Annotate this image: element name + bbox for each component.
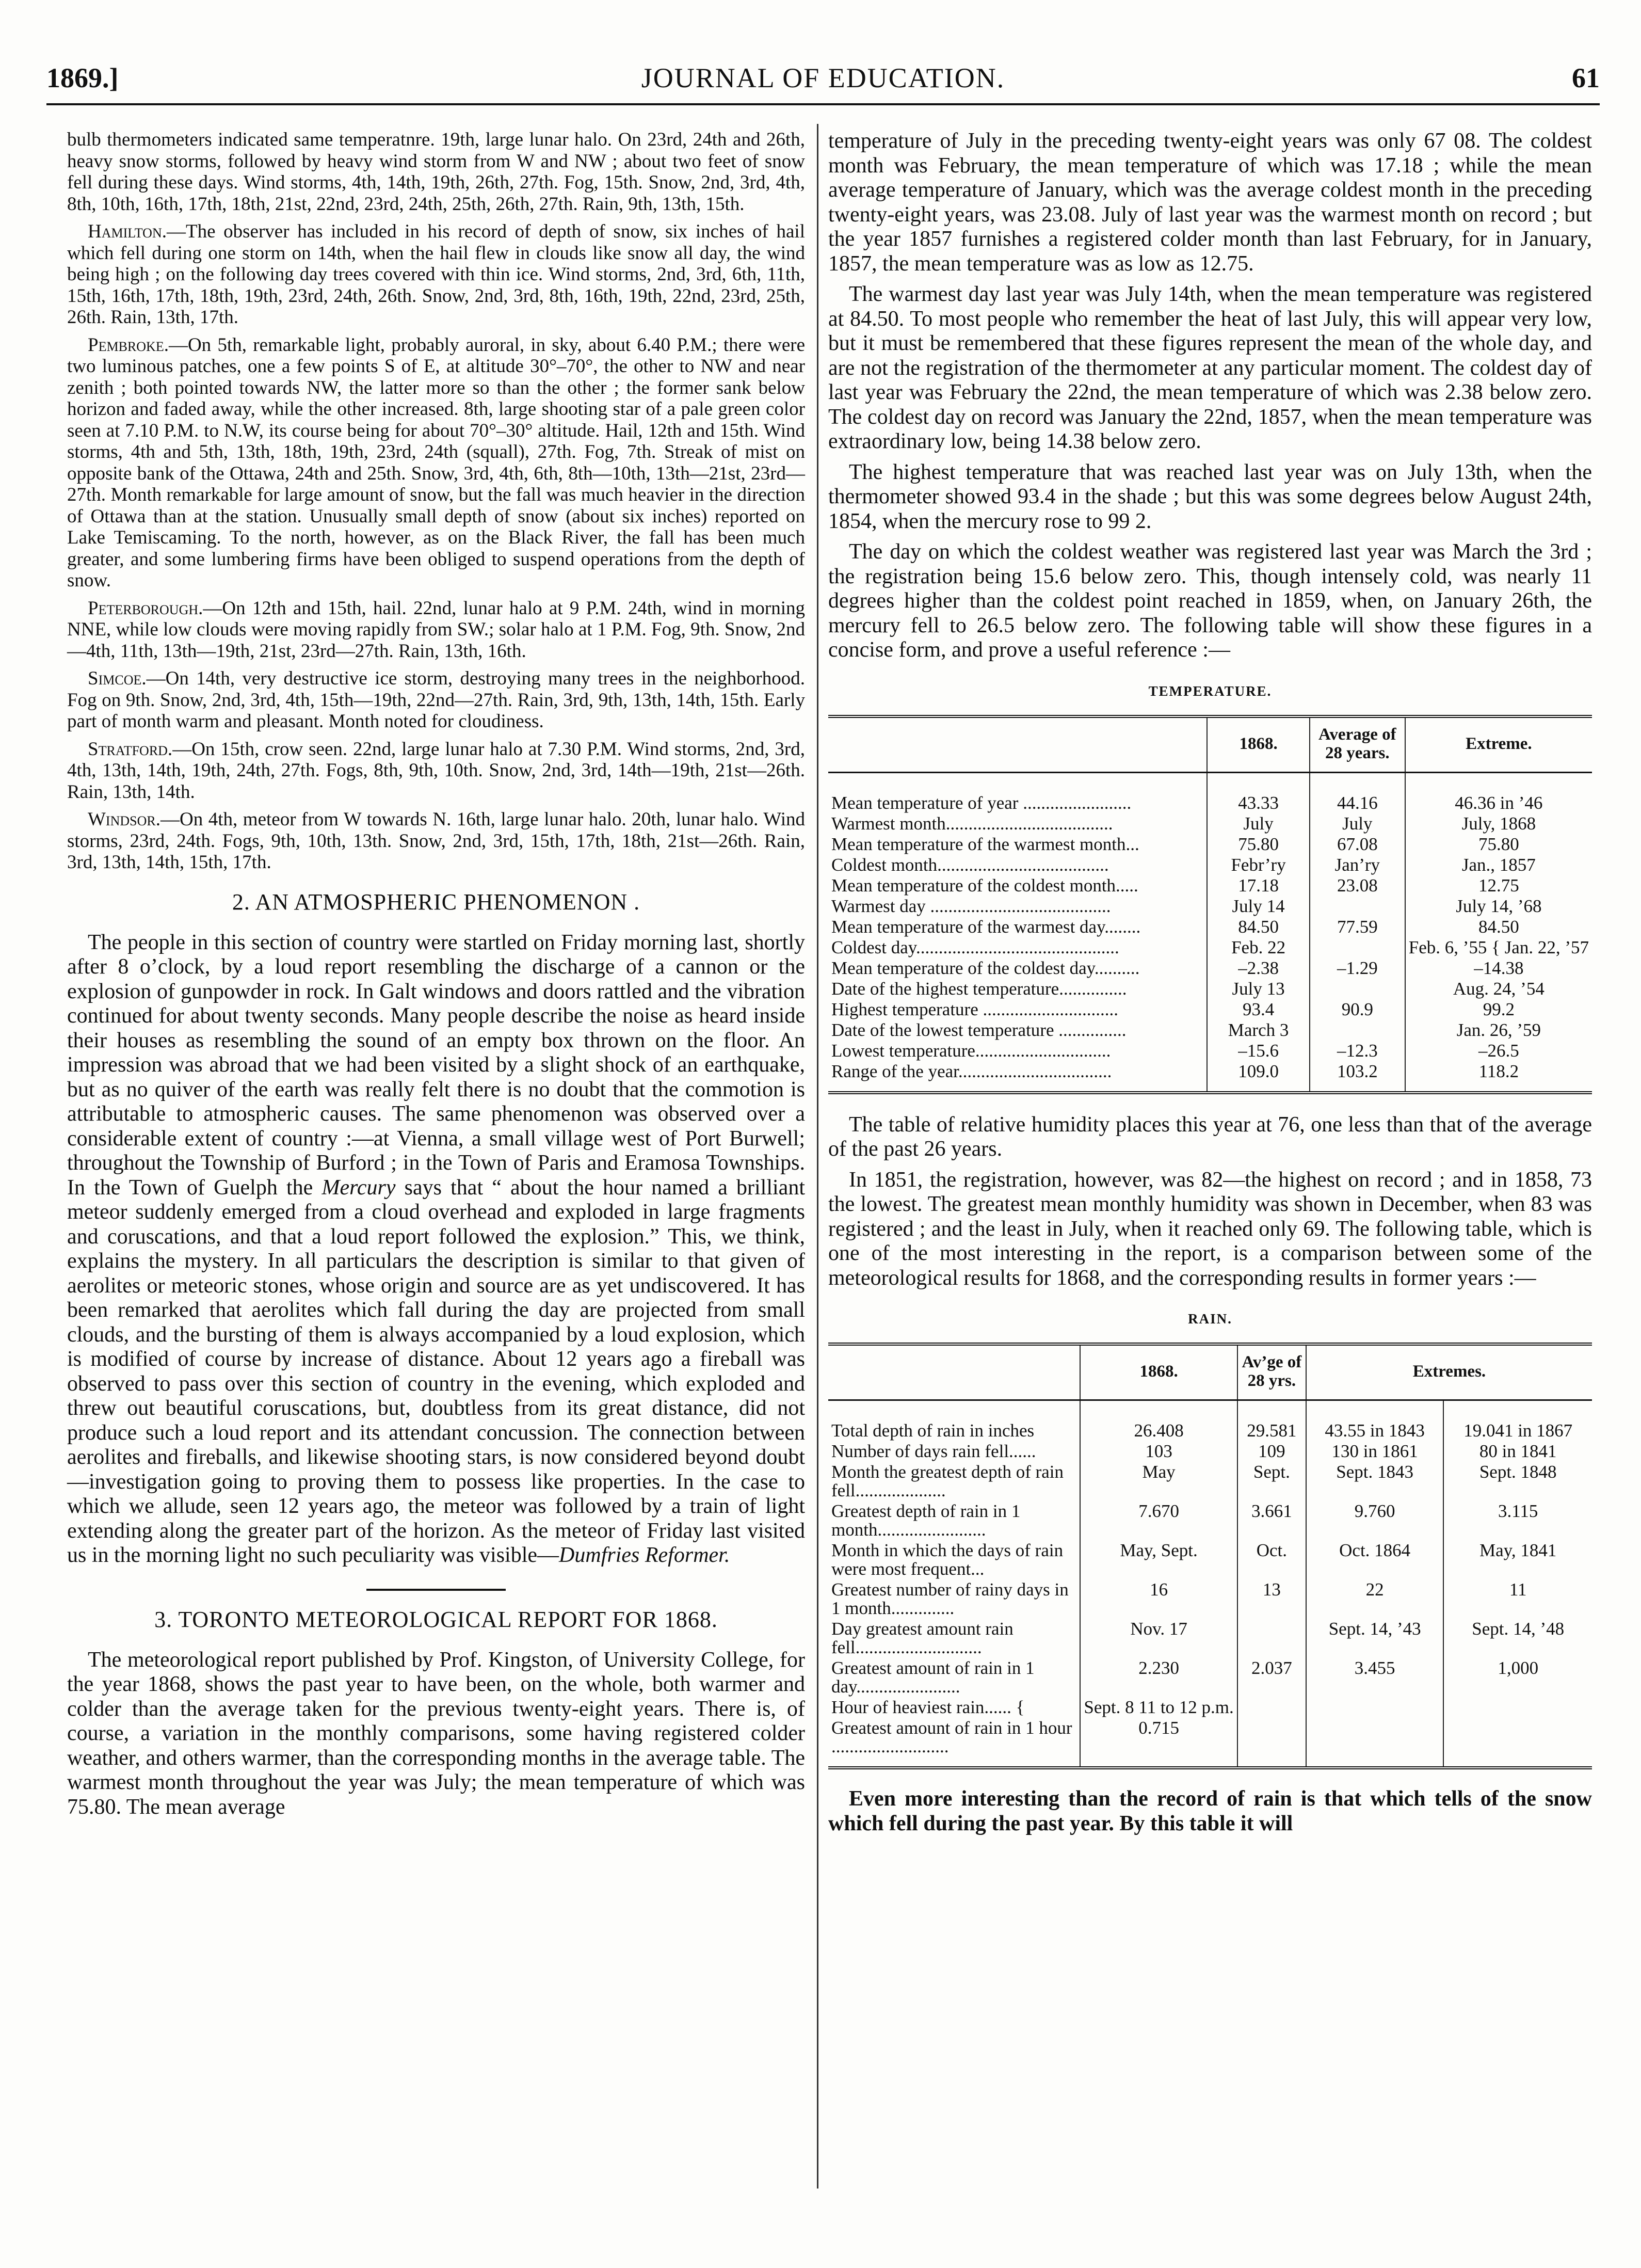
header-rule	[46, 103, 1600, 105]
table-cell: 26.408	[1080, 1400, 1237, 1442]
table-cell: 29.581	[1237, 1400, 1306, 1442]
table-cell: 23.08	[1310, 875, 1405, 896]
table-cell: 3.455	[1306, 1658, 1443, 1697]
table-cell: 99.2	[1405, 999, 1592, 1020]
station-text: —On 14th, very destructive ice storm, destroying many trees in the neighborhood. Fog on 9th. Snow, 2nd, 3rd, 4th, 15th—19th, 22nd—27th. Rain, 3rd, 9th, 13th, 14th, 15th. Early part of month warm and pleasant. Month noted for cloudiness.	[67, 668, 805, 732]
table-cell: 46.36 in ’46	[1405, 772, 1592, 813]
report-paragraph: The table of relative humidity places this year at 76, one less than that of the average of the past 26 years.	[828, 1112, 1592, 1161]
table-row	[828, 979, 1592, 999]
table-cell: 7.670	[1080, 1501, 1237, 1540]
station-note-simcoe	[67, 668, 805, 732]
table-cell	[1306, 1718, 1443, 1768]
table-cell	[1310, 937, 1405, 958]
section-separator	[366, 1589, 506, 1591]
row-label: Greatest number of rainy days in 1 month..............	[831, 1579, 1069, 1618]
article-toronto-report: The meteorological report published by Prof. Kingston, of University College, for the year 1868, shows the past year to have been, on the whole, both warmer and colder than the average taken for the previous twenty-eight years. There is, of course, a variation in the monthly comparisons, some having registered colder weather, and others warmer, than the corresponding months in the average table. The warmest month throughout the year was July; the mean temperature of which was 75.80. The mean average	[67, 1648, 805, 1819]
station-note-windsor	[67, 809, 805, 873]
temperature-table-caption: TEMPERATURE.	[1148, 683, 1272, 699]
table-cell: May, 1841	[1443, 1540, 1592, 1579]
row-label: Total depth of rain in inches	[831, 1420, 1035, 1441]
table-cell: –14.38	[1405, 958, 1592, 979]
table-cell: 22	[1306, 1579, 1443, 1619]
running-head-date: 1869.]	[46, 62, 119, 93]
table-cell: Sept. 1848	[1443, 1462, 1592, 1501]
table-cell: 75.80	[1405, 834, 1592, 855]
report-paragraph: Even more interesting than the record of rain is that which tells of the snow which fell during the past year. By this table it will	[828, 1787, 1592, 1835]
table-cell	[1310, 1020, 1405, 1041]
table-cell: –2.38	[1207, 958, 1310, 979]
table-cell: Sept.	[1237, 1462, 1306, 1501]
table-row	[828, 855, 1592, 875]
table-cell: July 14, ’68	[1405, 896, 1592, 917]
table-row	[828, 875, 1592, 896]
table-row	[828, 1441, 1592, 1462]
temperature-table	[828, 715, 1592, 1094]
table-cell	[1237, 1718, 1306, 1768]
station-text: —On 12th and 15th, hail. 22nd, lunar halo at 9 P.M. 24th, wind in morning NNE, while low clouds were moving rapidly from SW.; solar halo at 1 P.M. Fog, 9th. Snow, 2nd—4th, 11th, 13th—19th, 21st, 23rd—27th. Rain, 13th, 16th.	[67, 597, 805, 662]
table-row	[828, 917, 1592, 937]
station-name: Windsor.	[88, 809, 160, 830]
row-label: Day greatest amount rain fell............................	[831, 1619, 1013, 1657]
table-cell: May	[1080, 1462, 1237, 1501]
article-text-continued: says that “ about the hour named a brilliant meteor suddenly emerged from a cloud overhead and exploded in large fragments and coruscations, and that a loud report followed the explosion.” This, we think, explains the mystery. In all particulars the description is similar to that given of aerolites or meteoric stones, whose origin and source are as yet undiscovered. It has been remarked that aerolites which fall during the day are projected from small clouds, and the bursting of them is always accompanied by a loud explosion, which is modified of course by increase of distance. About 12 years ago a fireball was observed to pass over this section of country in the evening, which exploded and threw out beautiful coruscations, but, doubtless from its great distance, did not produce such a loud report and its attendant concussion. The connection between aerolites and fireballs, and likewise shooting stars, is now considered beyond doubt—investigation going to proving them to possess like properties. In the case to which we allude, seen 12 years ago, the meteor was followed by a train of light extending along the greater part of the horizon. As the meteor of Friday last visited us in the morning light no such peculiarity was visible—	[67, 1175, 805, 1567]
row-label: Date of the highest temperature...............	[831, 978, 1127, 999]
table-cell: 93.4	[1207, 999, 1310, 1020]
table-cell: 2.230	[1080, 1658, 1237, 1697]
row-label: Warmest day ........................................	[831, 896, 1111, 916]
table-cell: 90.9	[1310, 999, 1405, 1020]
table-row	[828, 937, 1592, 958]
table-cell: Sept. 14, ’48	[1443, 1619, 1592, 1658]
section-heading-atmospheric-phenomenon: 2. AN ATMOSPHERIC PHENOMENON .	[232, 889, 640, 915]
table-row	[828, 1718, 1592, 1768]
table-cell: Nov. 17	[1080, 1619, 1237, 1658]
row-label: Month in which the days of rain were most frequent...	[831, 1540, 1064, 1579]
table-header-cell: Av’ge of 28 yrs.	[1237, 1344, 1306, 1400]
row-label: Greatest amount of rain in 1 day.......................	[831, 1658, 1035, 1697]
table-cell: –26.5	[1405, 1041, 1592, 1061]
row-label: Warmest month.....................................	[831, 813, 1113, 834]
table-row	[828, 772, 1592, 813]
table-cell: July, 1868	[1405, 813, 1592, 834]
table-header-row	[828, 1344, 1592, 1400]
table-cell: Febr’ry	[1207, 855, 1310, 875]
station-name: Hamilton.	[88, 221, 167, 242]
table-cell: Jan., 1857	[1405, 855, 1592, 875]
table-cell: 11	[1443, 1579, 1592, 1619]
row-label: Coldest day.............................................	[831, 937, 1119, 957]
table-cell: 0.715	[1080, 1718, 1237, 1768]
running-head	[46, 62, 1600, 108]
table-cell: 84.50	[1207, 917, 1310, 937]
table-cell: July	[1310, 813, 1405, 834]
table-cell	[1310, 896, 1405, 917]
report-paragraph: The highest temperature that was reached last year was on July 13th, when the thermometer showed 93.4 in the shade ; but this was some degrees below August 24th, 1854, when the mercury rose to 99 2.	[828, 460, 1592, 533]
row-label: Month the greatest depth of rain fell....................	[831, 1462, 1064, 1500]
table-cell: Feb. 22	[1207, 937, 1310, 958]
table-cell	[1306, 1697, 1443, 1718]
table-cell: 77.59	[1310, 917, 1405, 937]
table-header-cell: Extreme.	[1405, 716, 1592, 773]
station-text: —On 15th, crow seen. 22nd, large lunar halo at 7.30 P.M. Wind storms, 2nd, 3rd, 4th, 13th, 14th, 19th, 24th, 27th. Fogs, 8th, 9th, 10th. Snow, 2nd, 3rd, 14th—19th, 21st—26th. Rain, 13th, 14th.	[67, 738, 805, 803]
table-cell: Jan. 26, ’59	[1405, 1020, 1592, 1041]
table-row	[828, 958, 1592, 979]
table-cell: May, Sept.	[1080, 1540, 1237, 1579]
table-header-row	[828, 716, 1592, 773]
table-cell: Oct.	[1237, 1540, 1306, 1579]
left-column	[67, 129, 805, 1826]
rain-table-caption: RAIN.	[1188, 1311, 1232, 1327]
table-row	[828, 1697, 1592, 1718]
row-label: Highest temperature ..............................	[831, 999, 1119, 1019]
table-row	[828, 1462, 1592, 1501]
table-cell: Sept. 8 11 to 12 p.m.	[1080, 1697, 1237, 1718]
table-cell	[1443, 1697, 1592, 1718]
table-row	[828, 1501, 1592, 1540]
station-name: Pembroke.	[88, 334, 169, 356]
article-atmospheric-phenomenon	[67, 931, 805, 1568]
table-row	[828, 834, 1592, 855]
table-cell: –15.6	[1207, 1041, 1310, 1061]
table-cell: 3.115	[1443, 1501, 1592, 1540]
row-label: Greatest depth of rain in 1 month........................	[831, 1501, 1021, 1540]
table-row	[828, 1619, 1592, 1658]
station-name: Simcoe.	[88, 668, 147, 689]
table-cell: 130 in 1861	[1306, 1441, 1443, 1462]
table-cell: 16	[1080, 1579, 1237, 1619]
station-name: Stratford.	[88, 738, 173, 760]
article-source: Dumfries Reformer.	[559, 1543, 730, 1567]
table-cell: 118.2	[1405, 1061, 1592, 1093]
table-cell: 80 in 1841	[1443, 1441, 1592, 1462]
running-head-title: JOURNAL OF EDUCATION.	[641, 62, 1005, 93]
row-label: Range of the year..................................	[828, 1061, 1207, 1093]
row-label: Mean temperature of the warmest month...	[831, 834, 1139, 854]
rain-table-body	[828, 1400, 1592, 1768]
newspaper-name: Mercury	[321, 1175, 396, 1200]
table-cell: 103	[1080, 1441, 1237, 1462]
row-label: Hour of heaviest rain...... {	[831, 1697, 1025, 1717]
station-text: —The observer has included in his record of depth of snow, six inches of hail which fell during one storm on 14th, when the hail flew in clouds like snow all day, the wind being high ; on the following day trees covered with thin ice. Wind storms, 2nd, 3rd, 6th, 11th, 15th, 16th, 17th, 18th, 19th, 23rd, 24th, 26th. Snow, 2nd, 3rd, 8th, 16th, 19th, 22nd, 23rd, 25th, 26th. Rain, 13th, 17th.	[67, 221, 805, 328]
table-cell: –1.29	[1310, 958, 1405, 979]
report-paragraph: In 1851, the registration, however, was 82—the highest on record ; and in 1858, 73 the lowest. The greatest mean monthly humidity was shown in December, when 83 was registered ; and the least in July, when it reached only 69. The following table, which is one of the most interesting in the report, is a comparison between some of the meteorological results for 1868, and the corresponding results in former years :—	[828, 1168, 1592, 1290]
table-cell: 9.760	[1306, 1501, 1443, 1540]
table-cell: 17.18	[1207, 875, 1310, 896]
table-cell: July 14	[1207, 896, 1310, 917]
table-header-cell: Average of 28 years.	[1310, 716, 1405, 773]
station-note-pembroke	[67, 334, 805, 592]
row-label: Mean temperature of the warmest day........	[831, 916, 1141, 937]
table-cell: 43.55 in 1843	[1306, 1400, 1443, 1442]
row-label: Mean temperature of the coldest month.....	[831, 875, 1138, 896]
table-row	[828, 1400, 1592, 1442]
right-column	[828, 129, 1592, 1842]
table-cell: 103.2	[1310, 1061, 1405, 1093]
table-cell: –12.3	[1310, 1041, 1405, 1061]
rain-table	[828, 1343, 1592, 1769]
table-cell	[1237, 1697, 1306, 1718]
row-label: Date of the lowest temperature ...............	[831, 1019, 1127, 1040]
table-cell: 43.33	[1207, 772, 1310, 813]
page-number: 61	[1572, 62, 1600, 93]
section-heading-toronto-report: 3. TORONTO METEOROLOGICAL REPORT FOR 1868.	[154, 1606, 718, 1632]
table-cell: 3.661	[1237, 1501, 1306, 1540]
table-cell: July	[1207, 813, 1310, 834]
row-label: Number of days rain fell......	[831, 1441, 1036, 1461]
station-note-hamilton	[67, 221, 805, 328]
table-cell: Jan’ry	[1310, 855, 1405, 875]
article-text: The people in this section of country were startled on Friday morning last, shortly after 8 o’clock, by a loud report resembling the discharge of a cannon or the explosion of gunpowder in rock. In Galt windows and doors rattled and the vibration continued for about twenty seconds. Many people describe the noise as heard inside their houses as resembling the sound of an empty box thrown on the floor. An impression was abroad that we had been visited by a slight shock of an earthquake, but as no quiver of the earth was really felt there is no doubt that the commotion is attributable to atmospheric causes. The same phenomenon was observed over a considerable extent of country :—at Vienna, a small village west of Port Burwell; throughout the Township of Burford ; in the Town of Paris and Eramosa Townships. In the Town of Guelph the	[67, 930, 805, 1200]
table-cell: Sept. 14, ’43	[1306, 1619, 1443, 1658]
table-row	[828, 813, 1592, 834]
table-cell	[1310, 979, 1405, 999]
row-label: Mean temperature of the coldest day..........	[831, 957, 1140, 978]
station-note-stratford	[67, 739, 805, 803]
table-cell: July 13	[1207, 979, 1310, 999]
table-cell	[1237, 1619, 1306, 1658]
table-cell: 2.037	[1237, 1658, 1306, 1697]
table-cell: Feb. 6, ’55 { Jan. 22, ’57	[1405, 937, 1592, 958]
table-row	[828, 1061, 1592, 1093]
report-paragraph: The day on which the coldest weather was registered last year was March the 3rd ; the registration being 15.6 below zero. This, though intensely cold, was nearly 11 degrees higher than the coldest point reached in 1859, when, on January 26th, the mercury fell to 26.5 below zero. The following table will show these figures in a concise form, and prove a useful reference :—	[828, 540, 1592, 662]
table-row	[828, 896, 1592, 917]
table-cell: Sept. 1843	[1306, 1462, 1443, 1501]
table-header-cell	[828, 1344, 1080, 1400]
row-label: Coldest month......................................	[831, 854, 1109, 875]
table-cell: 44.16	[1310, 772, 1405, 813]
station-note-peterborough	[67, 598, 805, 662]
table-cell	[1443, 1718, 1592, 1768]
row-label: Greatest amount of rain in 1 hour ..........................	[828, 1718, 1080, 1768]
table-cell: March 3	[1207, 1020, 1310, 1041]
temperature-table-body	[828, 772, 1592, 1093]
table-cell: 109	[1237, 1441, 1306, 1462]
table-row	[828, 1540, 1592, 1579]
table-header-cell: 1868.	[1080, 1344, 1237, 1400]
table-row	[828, 1658, 1592, 1697]
column-divider	[817, 124, 818, 2189]
row-label: Mean temperature of year ........................	[831, 792, 1132, 813]
table-cell: 19.041 in 1867	[1443, 1400, 1592, 1442]
table-cell: 13	[1237, 1579, 1306, 1619]
table-cell: 109.0	[1207, 1061, 1310, 1093]
table-row	[828, 1020, 1592, 1041]
table-header-cell	[828, 716, 1207, 773]
table-header-cell: 1868.	[1207, 716, 1310, 773]
continued-paragraph: bulb thermometers indicated same temperatnre. 19th, large lunar halo. On 23rd, 24th and 26th, heavy snow storms, followed by heavy wind storm from W and NW ; about two feet of snow fell during these days. Wind storms, 4th, 14th, 19th, 26th, 27th. Fog, 15th. Snow, 2nd, 3rd, 4th, 8th, 10th, 16th, 17th, 18th, 21st, 22nd, 23rd, 24th, 25th, 26th, 27th. Rain, 9th, 13th, 15th.	[67, 129, 805, 215]
table-row	[828, 1041, 1592, 1061]
table-cell: Oct. 1864	[1306, 1540, 1443, 1579]
table-cell: Aug. 24, ’54	[1405, 979, 1592, 999]
table-cell: 67.08	[1310, 834, 1405, 855]
station-text: —On 4th, meteor from W towards N. 16th, large lunar halo. 20th, lunar halo. Wind storms, 23rd, 24th. Fogs, 9th, 10th, 13th. Snow, 2nd, 3rd, 15th, 17th, 18th, 21st—26th. Rain, 3rd, 13th, 14th, 15th, 17th.	[67, 809, 805, 873]
table-cell: 1,000	[1443, 1658, 1592, 1697]
row-label: Lowest temperature..............................	[831, 1040, 1111, 1061]
table-row	[828, 999, 1592, 1020]
table-cell: 12.75	[1405, 875, 1592, 896]
table-header-cell: Extremes.	[1306, 1344, 1592, 1400]
table-cell: 84.50	[1405, 917, 1592, 937]
station-text: —On 5th, remarkable light, probably auroral, in sky, about 6.40 P.M.; there were two luminous patches, one a few points S of E, at altitude 30°–70°, the other to NW and near zenith ; both pointed towards NW, the latter more so than the other ; the former sank below horizon and faded away, while the other increased. 8th, large shooting star of a pale green color seen at 7.10 P.M. to N.W, its course being for about 70°–30° altitude. Hail, 12th and 15th. Wind storms, 4th and 5th, 13th, 18th, 19th, 23rd, 24th (squall), 27th. Fog, 7th. Streak of mist on opposite bank of the Ottawa, 24th and 25th. Snow, 3rd, 4th, 6th, 8th—10th, 13th—21st, 23rd—27th. Month remarkable for large amount of snow, but the fall was much heavier in the direction of Ottawa than at the station. Unusually small depth of snow (about six inches) reported on Lake Temiscaming. To the north, however, as on the Black River, the fall has been much greater, and some lumbering firms have been obliged to suspend operations from the depth of snow.	[67, 334, 805, 591]
table-cell: 75.80	[1207, 834, 1310, 855]
table-row	[828, 1579, 1592, 1619]
station-name: Peterborough.	[88, 597, 203, 619]
report-paragraph: temperature of July in the preceding twenty-eight years was only 67 08. The coldest month was February, the mean temperature of which was 17.18 ; while the mean average temperature of January, which was the average coldest month in the preceding twenty-eight years, was 23.08. July of last year was the warmest month on record ; but the year 1857 furnishes a registered colder month than last February, for in January, 1857, the mean temperature was as low as 12.75.	[828, 129, 1592, 276]
report-paragraph: The warmest day last year was July 14th, when the mean temperature was registered at 84.50. To most people who remember the heat of last July, this will appear very low, but it must be remembered that these figures represent the mean of the whole day, and are not the registration of the thermometer at any particular moment. The coldest day of last year was February the 22nd, the mean temperature of which was 2.38 below zero. The coldest day on record was January the 22nd, 1857, when the mean temperature was extraordinary low, being 14.38 below zero.	[828, 282, 1592, 453]
